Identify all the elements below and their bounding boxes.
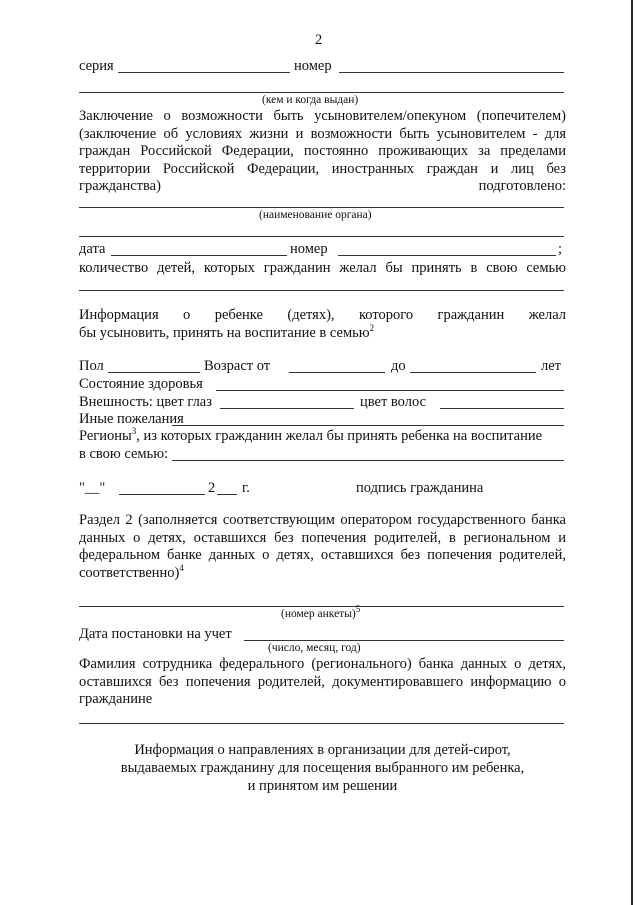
conclusion-text: Заключение о возможности быть усыновителем/опекуном (попечителем) (заключение об условиях жизни и возможности быть усыновителем - для граждан Российской Федерации, постоянно проживающих за пределами территории Российской Федерации, иностранных граждан и лиц без гражданства) подготовлено: <box>79 108 566 194</box>
employee-field[interactable] <box>79 723 564 724</box>
regions-word: Регионы <box>79 428 132 444</box>
date-label: дата <box>79 241 106 257</box>
section2-text-wrap <box>79 512 566 582</box>
organ-caption: (наименование органа) <box>259 209 372 221</box>
number-field-2[interactable] <box>338 255 556 256</box>
form-number-caption: (номер анкеты) <box>281 608 356 620</box>
child-info-line2-wrap <box>79 325 374 342</box>
regions-rest: , из которых гражданин желал бы принять ребенка на воспитание <box>136 428 543 444</box>
hair-label: цвет волос <box>360 394 427 410</box>
footnote-2: 2 <box>369 323 375 334</box>
number-field[interactable] <box>339 72 564 73</box>
series-field[interactable] <box>118 72 290 73</box>
issued-caption: (кем и когда выдан) <box>262 94 359 106</box>
child-info-line1: Информация о ребенке (детях), которого гражданин желал <box>79 307 566 323</box>
regions-text <box>79 428 566 446</box>
regions-line2: в свою семью: <box>79 446 169 462</box>
page-edge-shadow <box>631 0 633 905</box>
health-field[interactable] <box>216 390 564 391</box>
appearance-label: Внешность: цвет глаз <box>79 394 212 410</box>
semicolon: ; <box>558 241 563 257</box>
page-number: 2 <box>315 32 323 48</box>
heading-line3: и принятом им решении <box>247 778 398 794</box>
age-from-field[interactable] <box>289 372 385 373</box>
number-label: номер <box>294 58 332 74</box>
child-info-line2: бы усыновить, принять на воспитание в семью <box>79 325 370 341</box>
organ-field-2[interactable] <box>79 236 564 237</box>
section2-text: Раздел 2 (заполняется соответствующим оператором государственного банка данных о детях, оставшихся без попечения родителей, в региональном и федеральном банке данных о детях, оставшихся без попечения родителей, соответственно) <box>79 512 566 581</box>
age-to-label: до <box>391 358 406 374</box>
series-label: серия <box>79 58 114 74</box>
date-quote: "__" <box>79 480 106 496</box>
footnote-4: 4 <box>179 562 184 573</box>
regions-field[interactable] <box>172 460 564 461</box>
sex-field[interactable] <box>108 372 200 373</box>
form-number-field[interactable] <box>79 606 564 607</box>
children-count-field[interactable] <box>79 290 564 291</box>
organ-field[interactable] <box>79 207 564 208</box>
signature-label: подпись гражданина <box>356 480 484 496</box>
age-from-label: Возраст от <box>204 358 271 374</box>
children-count-text: количество детей, которых гражданин желал бы принять в свою семью <box>79 260 566 276</box>
years-label: лет <box>541 358 562 374</box>
sex-label: Пол <box>79 358 104 374</box>
employee-text: Фамилия сотрудника федерального (регионального) банка данных о детях, оставшихся без попечения родителей, документировавшего информацию о гражданине <box>79 656 566 707</box>
year-field[interactable] <box>217 494 237 495</box>
form-number-caption-wrap <box>281 604 361 621</box>
registration-date-label: Дата постановки на учет <box>79 626 232 642</box>
footnote-5: 5 <box>355 604 361 615</box>
year-suffix: г. <box>242 480 250 496</box>
health-label: Состояние здоровья <box>79 376 203 392</box>
age-to-field[interactable] <box>410 372 536 373</box>
number-label-2: номер <box>290 241 328 257</box>
hair-color-field[interactable] <box>440 408 564 409</box>
registration-date-field[interactable] <box>244 640 564 641</box>
issued-field[interactable] <box>79 92 564 93</box>
date-field[interactable] <box>111 255 287 256</box>
date-caption: (число, месяц, год) <box>268 642 361 654</box>
other-wishes-field[interactable] <box>172 425 564 426</box>
eye-color-field[interactable] <box>220 408 354 409</box>
footnote-3: 3 <box>131 426 137 437</box>
heading-line1: Информация о направлениях в организации для детей-сирот, <box>134 742 511 758</box>
year-prefix: 2 <box>208 480 216 496</box>
heading-line2: выдаваемых гражданину для посещения выбранного им ребенка, <box>120 760 525 776</box>
date-month-field[interactable] <box>119 494 205 495</box>
other-wishes-label: Иные пожелания <box>79 411 184 427</box>
